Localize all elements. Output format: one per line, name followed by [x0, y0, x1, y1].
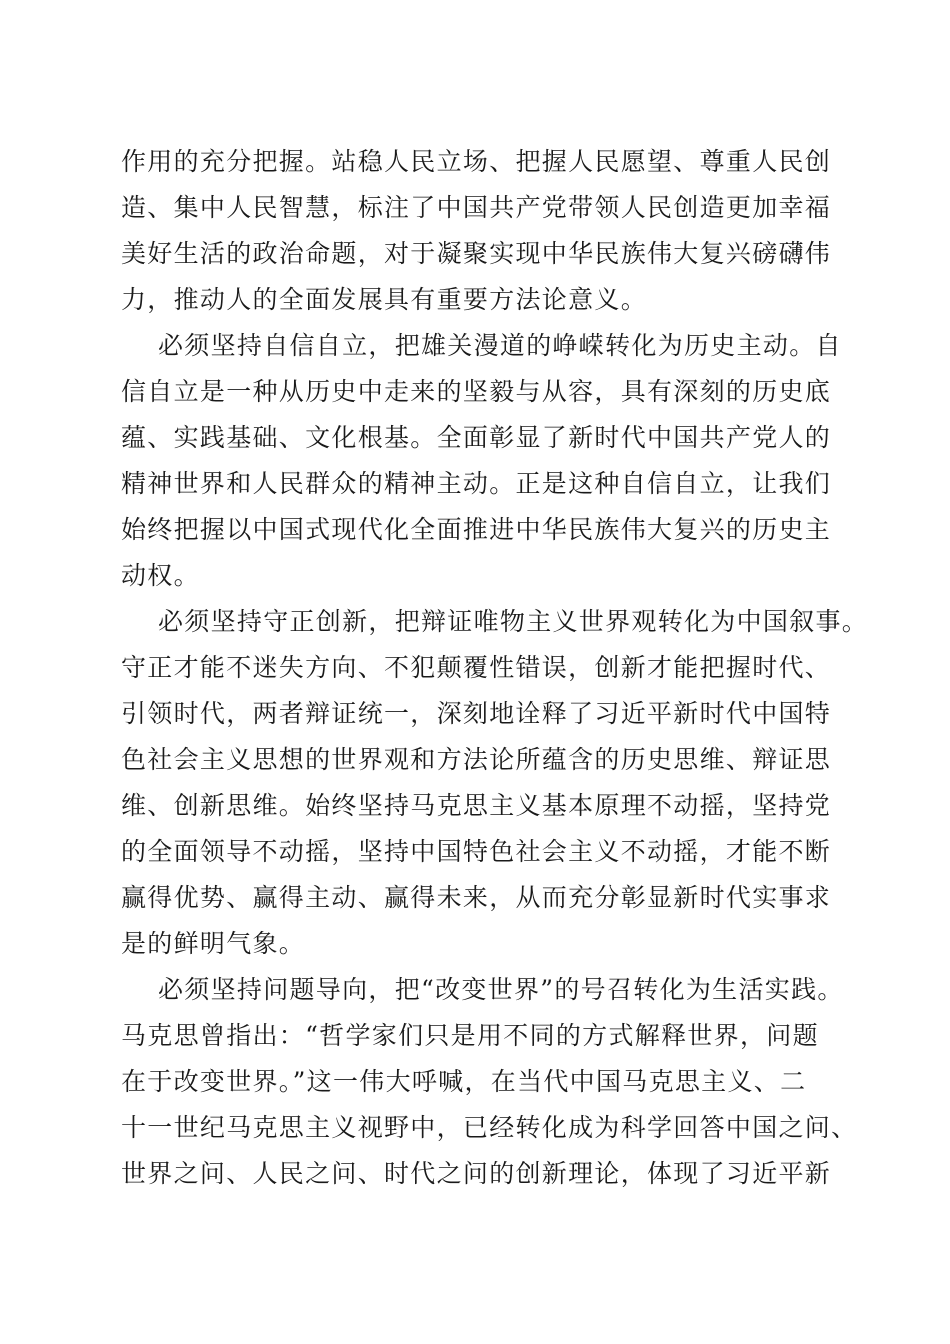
text-line: 始终把握以中国式现代化全面推进中华民族伟大复兴的历史主: [121, 515, 832, 544]
text-line: 美好生活的政治命题，对于凝聚实现中华民族伟大复兴磅礴伟: [121, 239, 832, 268]
text-line: 蕴、实践基础、文化根基。全面彰显了新时代中国共产党人的: [121, 423, 832, 452]
paragraph-start-line: 必须坚持守正创新，把辩证唯物主义世界观转化为中国叙事。: [158, 607, 869, 636]
paragraph-start-line: 必须坚持自信自立，把雄关漫道的峥嵘转化为历史主动。自: [158, 331, 842, 360]
text-line: 引领时代，两者辩证统一，深刻地诠释了习近平新时代中国特: [121, 699, 832, 728]
text-line: 作用的充分把握。站稳人民立场、把握人民愿望、尊重人民创: [121, 147, 832, 176]
paragraph-start-line: 必须坚持问题导向，把“改变世界”的号召转化为生活实践。: [158, 975, 844, 1004]
text-line: 信自立是一种从历史中走来的坚毅与从容，具有深刻的历史底: [121, 377, 832, 406]
text-line: 赢得优势、赢得主动、赢得未来，从而充分彰显新时代实事求: [121, 883, 832, 912]
text-line: 力，推动人的全面发展具有重要方法论意义。: [121, 285, 648, 314]
text-line: 的全面领导不动摇，坚持中国特色社会主义不动摇，才能不断: [121, 837, 832, 866]
text-line: 在于改变世界。”这一伟大呼喊，在当代中国马克思主义、二: [121, 1067, 807, 1096]
text-line: 马克思曾指出：“哲学家们只是用不同的方式解释世界，问题: [121, 1021, 819, 1050]
text-line: 造、集中人民智慧，标注了中国共产党带领人民创造更加幸福: [121, 193, 832, 222]
text-line: 色社会主义思想的世界观和方法论所蕴含的历史思维、辩证思: [121, 745, 832, 774]
body-text: [121, 139, 869, 1197]
text-line: 世界之问、人民之问、时代之问的创新理论，体现了习近平新: [121, 1159, 832, 1188]
text-line: 精神世界和人民群众的精神主动。正是这种自信自立，让我们: [121, 469, 832, 498]
text-line: 十一世纪马克思主义视野中，已经转化成为科学回答中国之问、: [121, 1113, 858, 1142]
text-line: 动权。: [121, 561, 200, 590]
text-line: 是的鲜明气象。: [121, 929, 306, 958]
text-line: 守正才能不迷失方向、不犯颠覆性错误，创新才能把握时代、: [121, 653, 832, 682]
text-line: 维、创新思维。始终坚持马克思主义基本原理不动摇，坚持党: [121, 791, 832, 820]
